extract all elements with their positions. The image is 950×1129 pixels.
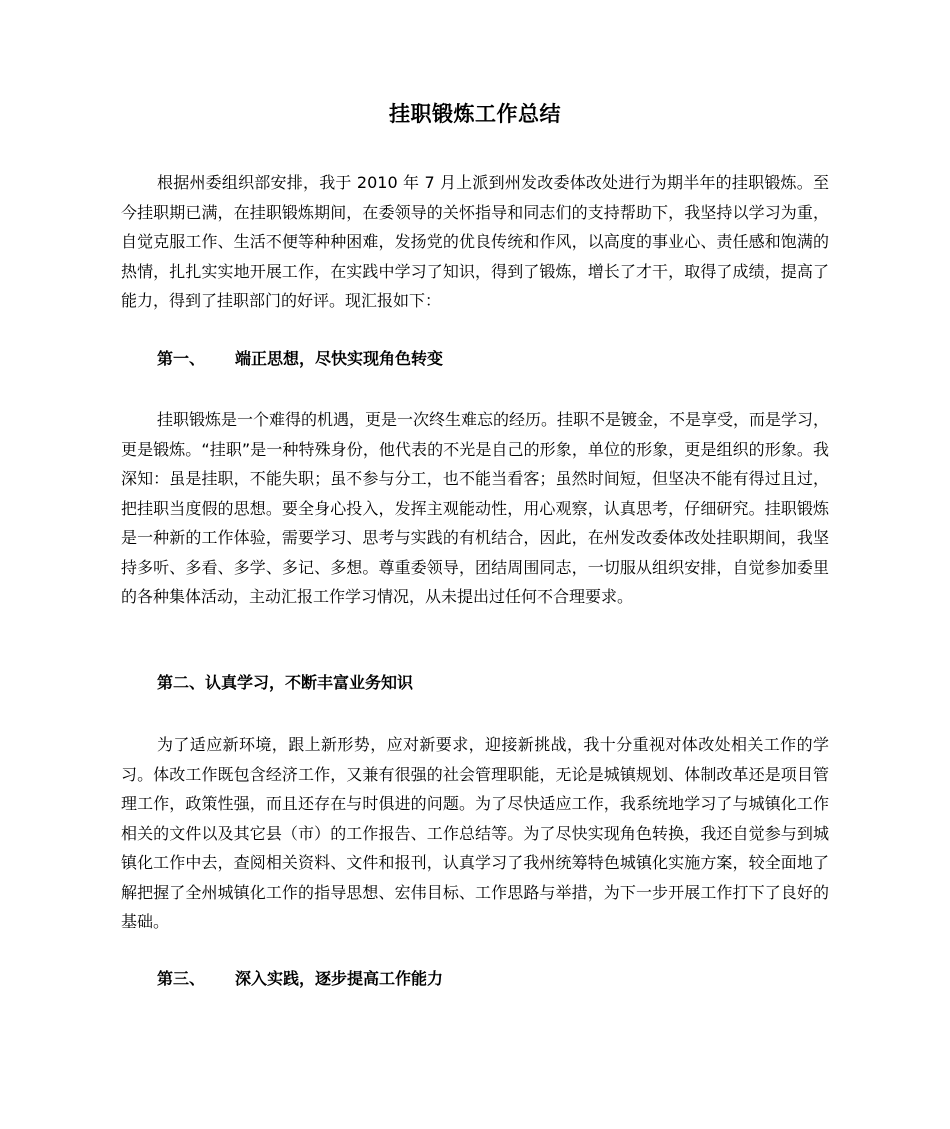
- section-number-2: 第二、: [157, 673, 206, 692]
- section-number-3: 第三、: [157, 969, 206, 988]
- section-title-3: 深入实践，逐步提高工作能力: [235, 969, 444, 988]
- section-body-1: 挂职锻炼是一个难得的机遇，更是一次终生难忘的经历。挂职不是镀金，不是享受，而是学习，更是锻炼。“挂职”是一种特殊身份，他代表的不光是自己的形象，单位的形象，更是组织的形象。我深知：虽是挂职，不能失职；虽不参与分工，也不能当看客；虽然时间短，但坚决不能有得过且过，把挂职当度假的思想。要全身心投入，发挥主观能动性，用心观察，认真思考，仔细研究。挂职锻炼是一种新的工作体验，需要学习、思考与实践的有机结合，因此，在州发改委体改处挂职期间，我坚持多听、多看、多学、多记、多想。尊重委领导，团结周围同志，一切服从组织安排，自觉参加委里的各种集体活动，主动汇报工作学习情况，从未提出过任何不合理要求。: [121, 410, 830, 606]
- section-body-2: 为了适应新环境，跟上新形势，应对新要求，迎接新挑战，我十分重视对体改处相关工作的学习。体改工作既包含经济工作，又兼有很强的社会管理职能，无论是城镇规划、体制改革还是项目管理工作，政策性强，而且还存在与时俱进的问题。为了尽快适应工作，我系统地学习了与城镇化工作相关的文件以及其它县（市）的工作报告、工作总结等。为了尽快实现角色转换，我还自觉参与到城镇化工作中去，查阅相关资料、文件和报刊，认真学习了我州统筹特色城镇化实施方案，较全面地了解把握了全州城镇化工作的指导思想、宏伟目标、工作思路与举措，为下一步开展工作打下了良好的基础。: [121, 735, 829, 931]
- section-heading-1: [157, 344, 829, 373]
- document-title: 挂职锻炼工作总结: [389, 102, 561, 126]
- section-title-2: 认真学习，不断丰富业务知识: [205, 673, 414, 692]
- section-heading-2: [157, 668, 829, 697]
- section-heading-3: [157, 964, 829, 993]
- section-title-1: 端正思想，尽快实现角色转变: [235, 349, 444, 368]
- section-number-1: 第一、: [157, 349, 206, 368]
- intro-paragraph: 根据州委组织部安排，我于 2010 年 7 月上派到州发改委体改处进行为期半年的挂职锻炼。至今挂职期已满，在挂职锻炼期间，在委领导的关怀指导和同志们的支持帮助下，我坚持以学习为重，自觉克服工作、生活不便等种种困难，发扬党的优良传统和作风，以高度的事业心、责任感和饱满的热情，扎扎实实地开展工作，在实践中学习了知识，得到了锻炼，增长了才干，取得了成绩，提高了能力，得到了挂职部门的好评。现汇报如下：: [121, 173, 829, 310]
